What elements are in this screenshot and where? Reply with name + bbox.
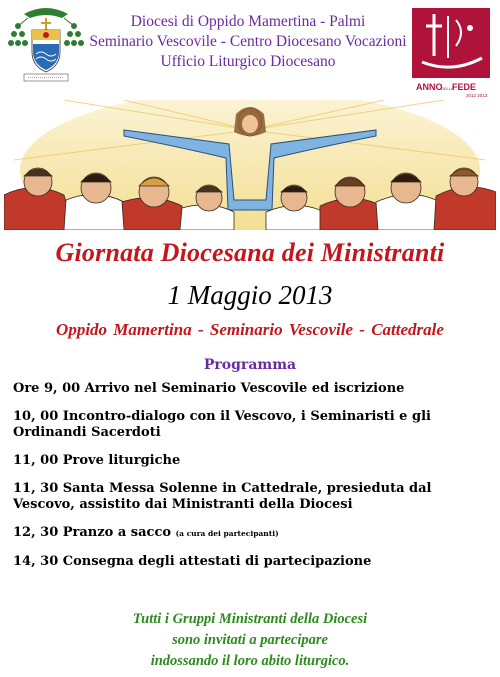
event-date: 1 Maggio 2013	[167, 280, 333, 310]
logo-della: DELLA	[441, 86, 454, 91]
schedule-item-text: Ore 9, 00 Arrivo nel Seminario Vescovile ed iscrizione	[13, 381, 405, 396]
schedule-item-text: 11, 30 Santa Messa Solenne in Cattedrale, presieduta dal Vescovo, assistito dai Ministranti della Diocesi	[13, 481, 432, 512]
liturgical-office: Ufficio Liturgico Diocesano	[160, 53, 336, 70]
logo-fede: FEDE	[452, 82, 477, 92]
schedule-item	[13, 381, 491, 397]
bishop-coat-of-arms-icon	[4, 4, 88, 86]
letterhead	[0, 0, 500, 98]
schedule-item-text: 14, 30 Consegna degli attestati di partecipazione	[13, 554, 372, 569]
schedule-item-note: (a cura dei partecipanti)	[175, 529, 279, 538]
schedule-item	[13, 409, 491, 441]
schedule-item	[13, 525, 491, 542]
logo-years: 2012 2013	[466, 93, 488, 98]
schedule-item	[13, 554, 491, 570]
invitation-line-1: Tutti i Gruppi Ministranti della Diocesi	[132, 611, 368, 627]
seminary-name: Seminario Vescovile - Centro Diocesano Vocazioni	[89, 33, 407, 50]
logo-anno: ANNO	[416, 82, 443, 92]
schedule-item	[13, 453, 491, 469]
schedule-item-text: 10, 00 Incontro-dialogo con il Vescovo, i Seminaristi e gli Ordinandi Sacerdoti	[13, 409, 431, 440]
diocese-header	[88, 12, 408, 72]
event-location: Oppido Mamertina - Seminario Vescovile - Cattedrale	[56, 320, 444, 339]
schedule-item-text: 12, 30 Pranzo a sacco	[13, 525, 172, 540]
invitation-note	[0, 609, 500, 672]
year-of-faith-logo	[408, 4, 494, 100]
invitation-line-3: indossando il loro abito liturgico.	[150, 653, 350, 669]
program-schedule	[13, 381, 491, 582]
invitation-line-2: sono invitati a partecipare	[172, 632, 328, 648]
event-title: Giornata Diocesana dei Ministranti	[55, 238, 445, 267]
diocese-name: Diocesi di Oppido Mamertina - Palmi	[130, 13, 366, 30]
program-heading: Programma	[203, 357, 297, 373]
schedule-item	[13, 481, 491, 513]
christ-with-altar-servers-illustration	[4, 100, 496, 230]
schedule-item-text: 11, 00 Prove liturgiche	[13, 453, 181, 468]
